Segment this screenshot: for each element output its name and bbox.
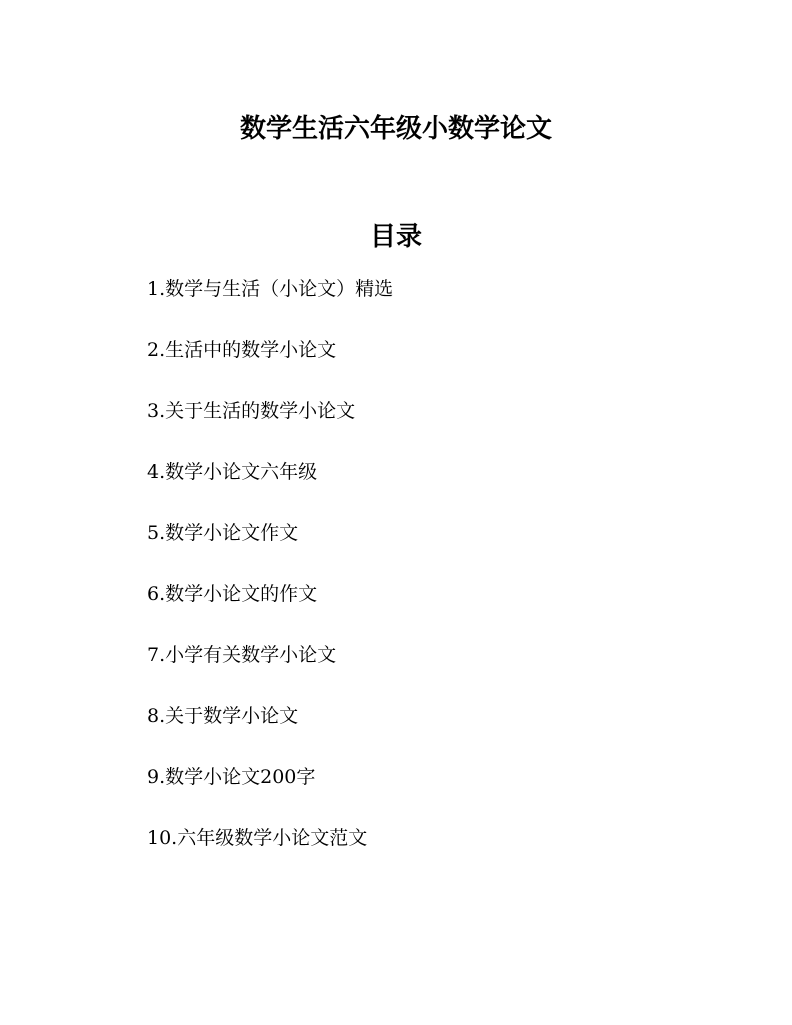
toc-heading: 目录 <box>369 222 422 252</box>
toc-item-5[interactable]: 5.数学小论文作文 <box>147 522 299 544</box>
toc-item-7[interactable]: 7.小学有关数学小论文 <box>147 644 337 666</box>
toc-item-1[interactable]: 1.数学与生活（小论文）精选 <box>147 278 394 300</box>
toc-item-9[interactable]: 9.数学小论文200字 <box>147 766 316 788</box>
toc-item-6[interactable]: 6.数学小论文的作文 <box>147 583 318 605</box>
toc-item-2[interactable]: 2.生活中的数学小论文 <box>147 339 337 361</box>
toc-item-4[interactable]: 4.数学小论文六年级 <box>147 461 318 483</box>
table-of-contents <box>147 276 667 886</box>
document-title: 数学生活六年级小数学论文 <box>239 114 552 144</box>
toc-item-3[interactable]: 3.关于生活的数学小论文 <box>147 400 356 422</box>
toc-item-10[interactable]: 10.六年级数学小论文范文 <box>147 827 368 849</box>
toc-item-8[interactable]: 8.关于数学小论文 <box>147 705 299 727</box>
